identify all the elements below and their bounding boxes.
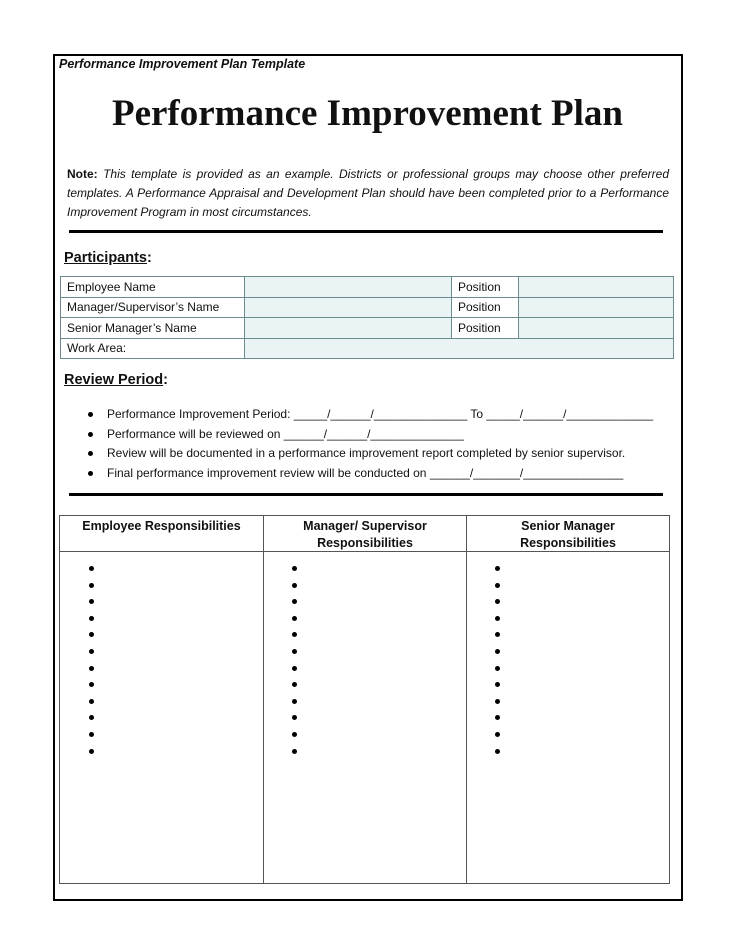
senior-manager-name-label: Senior Manager’s Name [61, 318, 245, 339]
manager-name-field[interactable] [245, 297, 452, 318]
page-title: Performance Improvement Plan [111, 93, 623, 134]
table-row [61, 297, 674, 318]
table-row [61, 338, 674, 359]
bullet-item[interactable] [89, 643, 99, 660]
bullet-item[interactable] [292, 676, 302, 693]
bullet-item[interactable] [292, 726, 302, 743]
employee-position-field[interactable] [519, 277, 674, 298]
participants-table [60, 276, 674, 359]
template-header-label: Performance Improvement Plan Template [59, 57, 306, 71]
bullet-item[interactable] [292, 593, 302, 610]
review-period-heading [64, 372, 168, 388]
bullet-item[interactable] [89, 693, 99, 710]
section-divider [69, 493, 663, 496]
employee-responsibilities-column [60, 516, 264, 883]
bullet-item[interactable] [495, 693, 505, 710]
column-header [467, 516, 669, 552]
responsibilities-table [59, 515, 670, 884]
bullet-item[interactable] [89, 676, 99, 693]
participants-heading-colon: : [147, 250, 152, 266]
bullet-item[interactable] [89, 660, 99, 677]
participants-heading [64, 250, 152, 266]
bullet-item[interactable] [292, 660, 302, 677]
manager-position-label: Position [452, 297, 519, 318]
bullet-item[interactable] [292, 610, 302, 627]
senior-manager-responsibilities-column [467, 516, 669, 883]
employee-name-label: Employee Name [61, 277, 245, 298]
column-header-text: Manager/ Supervisor Responsibilities [303, 519, 427, 550]
review-period-list [88, 405, 653, 483]
bullet-list [292, 560, 302, 759]
work-area-field[interactable] [245, 338, 674, 359]
list-item: Performance Improvement Period: _____/______/______________ To _____/______/_____________ [88, 405, 653, 425]
list-item: Final performance improvement review will be conducted on ______/_______/_______________ [88, 464, 653, 484]
manager-responsibilities-column [264, 516, 467, 883]
senior-manager-position-label: Position [452, 318, 519, 339]
manager-position-field[interactable] [519, 297, 674, 318]
bullet-item[interactable] [495, 610, 505, 627]
bullet-item[interactable] [292, 693, 302, 710]
bullet-item[interactable] [495, 593, 505, 610]
bullet-item[interactable] [495, 643, 505, 660]
bullet-item[interactable] [89, 560, 99, 577]
bullet-item[interactable] [89, 577, 99, 594]
bullet-item[interactable] [89, 610, 99, 627]
bullet-item[interactable] [89, 743, 99, 760]
note-paragraph [67, 165, 669, 222]
bullet-item[interactable] [292, 643, 302, 660]
bullet-item[interactable] [495, 743, 505, 760]
bullet-item[interactable] [495, 726, 505, 743]
list-item: Performance will be reviewed on ______/______/______________ [88, 425, 653, 445]
employee-name-field[interactable] [245, 277, 452, 298]
senior-manager-name-field[interactable] [245, 318, 452, 339]
bullet-item[interactable] [89, 726, 99, 743]
bullet-item[interactable] [495, 560, 505, 577]
senior-manager-position-field[interactable] [519, 318, 674, 339]
table-row [61, 277, 674, 298]
bullet-item[interactable] [292, 709, 302, 726]
bullet-item[interactable] [495, 676, 505, 693]
table-row [61, 318, 674, 339]
bullet-item[interactable] [292, 626, 302, 643]
bullet-item[interactable] [495, 709, 505, 726]
bullet-item[interactable] [495, 626, 505, 643]
review-period-heading-colon: : [163, 372, 168, 388]
bullet-item[interactable] [292, 743, 302, 760]
column-header [264, 516, 466, 552]
work-area-label: Work Area: [61, 338, 245, 359]
bullet-item[interactable] [89, 709, 99, 726]
bullet-item[interactable] [495, 577, 505, 594]
employee-position-label: Position [452, 277, 519, 298]
bullet-item[interactable] [292, 560, 302, 577]
column-header: Employee Responsibilities [60, 516, 263, 552]
bullet-list [89, 560, 99, 759]
review-period-heading-text: Review Period [64, 372, 164, 388]
participants-heading-text: Participants [64, 250, 147, 266]
note-label: Note: [67, 167, 98, 181]
bullet-item[interactable] [292, 577, 302, 594]
list-item: Review will be documented in a performance improvement report completed by senior supervisor. [88, 444, 653, 464]
bullet-item[interactable] [89, 593, 99, 610]
bullet-item[interactable] [89, 626, 99, 643]
note-text: This template is provided as an example. Districts or professional groups may choose other preferred templates. A Performance Appraisal and Development Plan should have been completed prior to a Performance Improvement Program in most circumstances. [67, 167, 669, 219]
manager-name-label: Manager/Supervisor’s Name [61, 297, 245, 318]
column-header-text: Senior Manager Responsibilities [520, 519, 616, 550]
bullet-list [495, 560, 505, 759]
section-divider [69, 230, 663, 233]
bullet-item[interactable] [495, 660, 505, 677]
